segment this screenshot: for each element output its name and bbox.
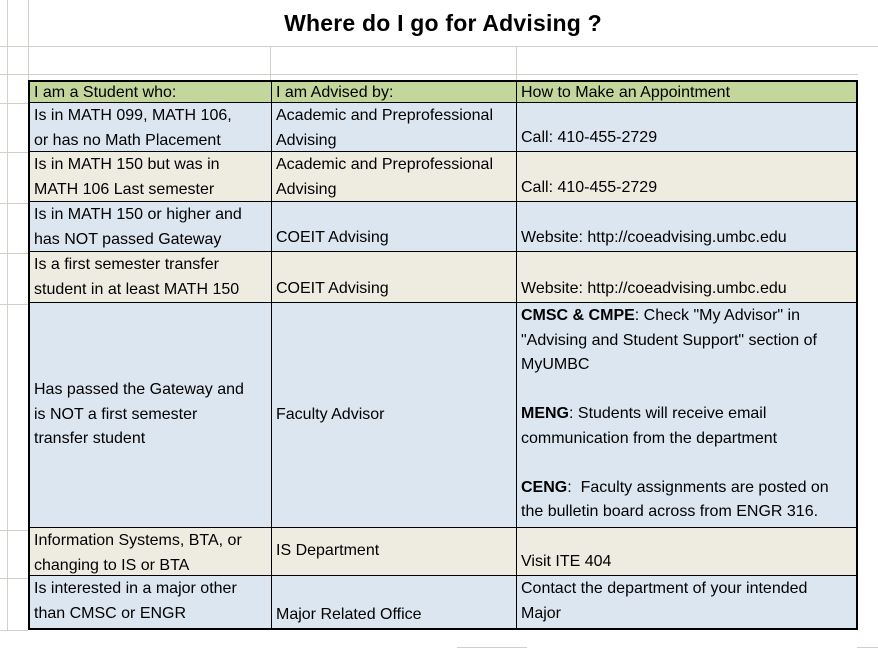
table-row xyxy=(30,252,856,303)
advising-table xyxy=(28,80,858,630)
table-cell-appointment xyxy=(517,303,856,527)
table-cell-student-who xyxy=(30,152,272,201)
gridline xyxy=(7,0,8,630)
cell-text-line xyxy=(521,378,854,403)
gridline xyxy=(457,647,527,648)
gridline xyxy=(0,152,28,153)
cell-text-line: Academic and Preprofessional xyxy=(276,107,494,124)
cell-text-line: Website: http://coeadvising.umbc.edu xyxy=(521,228,787,246)
cell-text-line: has NOT passed Gateway xyxy=(34,230,222,248)
gridline xyxy=(516,47,517,80)
table-row xyxy=(30,576,856,628)
table-cell-student-who xyxy=(30,303,272,527)
cell-text-line: COEIT Advising xyxy=(276,228,389,246)
table-cell-advised-by xyxy=(272,152,517,201)
table-cell-student-who xyxy=(30,202,272,251)
gridline xyxy=(0,103,28,104)
bold-prefix: MENG xyxy=(521,405,569,422)
cell-text-line: Has passed the Gateway and xyxy=(34,381,244,399)
cell-text-line: student in at least MATH 150 xyxy=(34,280,240,298)
gridline xyxy=(0,46,878,47)
cell-text-line: Advising xyxy=(276,180,337,198)
cell-text-line: Advising xyxy=(276,131,337,149)
bold-prefix: CMSC & CMPE xyxy=(521,307,635,324)
cell-text-line: Major Related Office xyxy=(276,605,422,623)
cell-text-line: MENG: Students will receive email xyxy=(521,405,767,422)
gridline xyxy=(857,647,878,648)
cell-text-line xyxy=(521,451,854,476)
table-cell-advised-by xyxy=(272,252,517,302)
gridline xyxy=(0,253,28,254)
table-cell-appointment xyxy=(517,202,856,251)
table-cell-header-appointment xyxy=(517,82,856,102)
gridline xyxy=(0,530,28,531)
cell-text-line: transfer student xyxy=(34,430,146,448)
table-row xyxy=(30,528,856,576)
gridline xyxy=(0,304,28,305)
gridline xyxy=(270,47,271,80)
header-label: How to Make an Appointment xyxy=(521,83,731,101)
cell-text-line: is NOT a first semester xyxy=(34,405,198,423)
page-title: Where do I go for Advising ? xyxy=(284,9,602,36)
gridline xyxy=(0,578,28,579)
cell-text-line: Academic and Preprofessional xyxy=(276,156,494,173)
table-cell-student-who xyxy=(30,103,272,151)
cell-text-line: Call: 410-455-2729 xyxy=(521,128,658,146)
table-row xyxy=(30,152,856,202)
cell-text-line: "Advising and Student Support" section of xyxy=(521,331,817,349)
cell-text-line: Faculty Advisor xyxy=(276,405,385,423)
gridline xyxy=(0,203,28,204)
table-row xyxy=(30,303,856,528)
table-cell-advised-by xyxy=(272,103,517,151)
cell-text-line: Call: 410-455-2729 xyxy=(521,178,658,196)
cell-text-line: Visit ITE 404 xyxy=(521,552,612,570)
table-cell-appointment xyxy=(517,252,856,302)
cell-text-line: CMSC & CMPE: Check "My Advisor" in xyxy=(521,307,800,324)
cell-text-line: Website: http://coeadvising.umbc.edu xyxy=(521,279,787,297)
table-cell-student-who xyxy=(30,528,272,575)
cell-text-line: MATH 106 Last semester xyxy=(34,180,215,198)
table-cell-advised-by xyxy=(272,202,517,251)
header-label: I am Advised by: xyxy=(276,83,394,101)
bold-prefix: CENG xyxy=(521,478,568,496)
cell-text-line: the bulletin board across from ENGR 316. xyxy=(521,503,819,520)
cell-text-line: Is in MATH 150 but was in xyxy=(34,156,220,173)
cell-text-line: Is in MATH 150 or higher and xyxy=(34,206,242,223)
cell-text-line: COEIT Advising xyxy=(276,279,389,297)
cell-text-line: CENG: Faculty assignments are posted on xyxy=(521,478,829,496)
gridline xyxy=(0,630,28,631)
table-cell-appointment xyxy=(517,528,856,575)
table-cell-header-student-who xyxy=(30,82,272,102)
table-cell-appointment xyxy=(517,576,856,628)
cell-text-line: Is in MATH 099, MATH 106, xyxy=(34,107,232,124)
table-header-row xyxy=(30,82,856,103)
table-cell-advised-by xyxy=(272,528,517,575)
cell-text-line: IS Department xyxy=(276,542,380,560)
table-row xyxy=(30,202,856,252)
header-label: I am a Student who: xyxy=(34,83,177,101)
cell-text-line: MyUMBC xyxy=(521,356,590,373)
cell-text-line: Is a first semester transfer xyxy=(34,256,219,273)
table-cell-student-who xyxy=(30,252,272,302)
cell-text-line: Contact the department of your intended xyxy=(521,580,808,597)
table-cell-header-advised-by xyxy=(272,82,517,102)
cell-text-line: Major xyxy=(521,604,562,622)
cell-text-line: communication from the department xyxy=(521,429,778,447)
table-cell-appointment xyxy=(517,152,856,201)
cell-text-line: changing to IS or BTA xyxy=(34,556,190,574)
cell-text-line: than CMSC or ENGR xyxy=(34,604,187,622)
cell-text-line: Information Systems, BTA, or xyxy=(34,532,242,549)
table-cell-student-who xyxy=(30,576,272,628)
cell-text-line: or has no Math Placement xyxy=(34,131,221,149)
table-cell-appointment xyxy=(517,103,856,151)
table-row xyxy=(30,103,856,152)
table-cell-advised-by xyxy=(272,576,517,628)
cell-text-line: Is interested in a major other xyxy=(34,580,237,597)
table-cell-advised-by xyxy=(272,303,517,527)
gridline xyxy=(0,74,858,75)
